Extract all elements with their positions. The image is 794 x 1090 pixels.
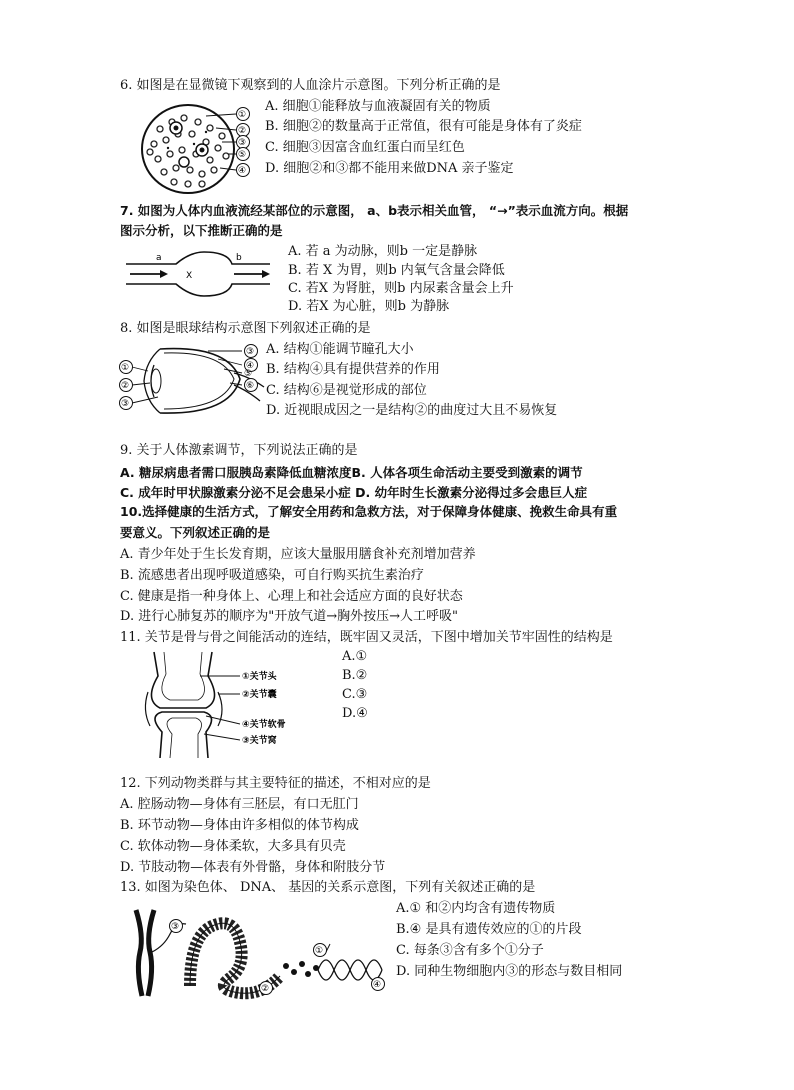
q8-label-3b: ③ bbox=[121, 399, 130, 409]
q11-label-head: ①关节头 bbox=[242, 672, 277, 682]
q13-option-b[interactable]: B.④ 是具有遗传效应的①的片段 bbox=[396, 922, 582, 937]
q9-options-line2[interactable]: C. 成年时甲状腺激素分泌不足会患呆小症 D. 幼年时生长激素分泌得过多会患巨人症 bbox=[120, 485, 588, 500]
q11-label-socket: ③关节窝 bbox=[242, 736, 277, 746]
q7-stem-line1: 7. 如图为人体内血液流经某部位的示意图， a、b表示相关血管， “→”表示血流方向。根据 bbox=[120, 203, 629, 218]
q8-option-b[interactable]: B. 结构④具有提供营养的作用 bbox=[266, 362, 440, 377]
q11-option-d[interactable]: D.④ bbox=[342, 706, 368, 721]
q6-blood-smear-figure bbox=[140, 104, 260, 196]
q10-option-d[interactable]: D. 进行心肺复苏的顺序为"开放气道→胸外按压→人工呼吸" bbox=[120, 609, 458, 624]
q9-stem: 9. 关于人体激素调节，下列说法正确的是 bbox=[120, 443, 358, 458]
q6-label-2: ② bbox=[238, 126, 247, 136]
q13-label-3: ③ bbox=[171, 922, 180, 932]
q7-option-c[interactable]: C. 若X 为肾脏，则b 内尿素含量会上升 bbox=[288, 281, 514, 296]
q10-option-c[interactable]: C. 健康是指一种身体上、心理上和社会适应方面的良好状态 bbox=[120, 589, 463, 604]
q10-stem-line2: 要意义。下列叙述正确的是 bbox=[120, 525, 271, 540]
q7-blood-flow-figure bbox=[124, 250, 274, 298]
q10-stem-line1: 10.选择健康的生活方式，了解安全用药和急救方法，对于保障身体健康、挽救生命具有重 bbox=[120, 504, 618, 519]
q12-option-c[interactable]: C. 软体动物—身体柔软，大多具有贝壳 bbox=[120, 839, 346, 854]
q8-label-4: ④ bbox=[246, 361, 255, 371]
q11-joint-figure bbox=[130, 652, 310, 758]
q11-option-b[interactable]: B.② bbox=[342, 668, 368, 683]
q6-option-b[interactable]: B. 细胞②的数量高于正常值，很有可能是身体有了炎症 bbox=[265, 119, 582, 134]
q12-option-b[interactable]: B. 环节动物—身体由许多相似的体节构成 bbox=[120, 818, 359, 833]
q8-stem: 8. 如图是眼球结构示意图下列叙述正确的是 bbox=[120, 321, 371, 336]
q7-label-b: b bbox=[236, 253, 242, 263]
q8-label-6: ⑥ bbox=[246, 381, 255, 391]
q7-label-x: X bbox=[186, 271, 193, 281]
q7-option-a[interactable]: A. 若 a 为动脉，则b 一定是静脉 bbox=[288, 244, 478, 259]
q10-option-b[interactable]: B. 流感患者出现呼吸道感染，可自行购买抗生素治疗 bbox=[120, 568, 424, 583]
q11-option-c[interactable]: C.③ bbox=[342, 687, 368, 702]
q6-option-a[interactable]: A. 细胞①能释放与血液凝固有关的物质 bbox=[265, 99, 491, 114]
q6-option-d[interactable]: D. 细胞②和③都不能用来做DNA 亲子鉴定 bbox=[265, 161, 514, 176]
q12-stem: 12. 下列动物类群与其主要特征的描述，不相对应的是 bbox=[120, 776, 431, 791]
q13-label-2: ② bbox=[261, 984, 270, 994]
q6-stem: 6. 如图是在显微镜下观察到的人血涂片示意图。下列分析正确的是 bbox=[120, 78, 501, 93]
q11-label-cartilage: ④关节软骨 bbox=[242, 720, 286, 730]
q8-label-3a: ③ bbox=[246, 347, 255, 357]
q9-options-line1[interactable]: A. 糖尿病患者需口服胰岛素降低血糖浓度B. 人体各项生命活动主要受到激素的调节 bbox=[120, 465, 583, 480]
q6-label-5: ⑤ bbox=[238, 150, 247, 160]
q8-eyeball-figure bbox=[118, 343, 264, 419]
q13-stem: 13. 如图为染色体、 DNA、 基因的关系示意图，下列有关叙述正确的是 bbox=[120, 880, 536, 895]
q11-stem: 11. 关节是骨与骨之间能活动的连结，既牢固又灵活，下图中增加关节牢固性的结构是 bbox=[120, 630, 613, 645]
q8-label-2: ② bbox=[121, 381, 130, 391]
q12-option-a[interactable]: A. 腔肠动物—身体有三胚层，有口无肛门 bbox=[120, 797, 359, 812]
q12-option-d[interactable]: D. 节肢动物—体表有外骨骼，身体和附肢分节 bbox=[120, 860, 386, 875]
q6-option-c[interactable]: C. 细胞③因富含血红蛋白而呈红色 bbox=[265, 140, 465, 155]
q8-option-d[interactable]: D. 近视眼成因之一是结构②的曲度过大且不易恢复 bbox=[266, 403, 558, 418]
q13-chromosome-dna-figure bbox=[130, 906, 390, 1000]
q6-label-1: ① bbox=[238, 110, 247, 120]
q13-option-d[interactable]: D. 同种生物细胞内③的形态与数目相同 bbox=[396, 964, 623, 979]
q7-stem-line2: 图示分析，以下推断正确的是 bbox=[120, 223, 283, 238]
q8-option-c[interactable]: C. 结构⑥是视觉形成的部位 bbox=[266, 383, 427, 398]
q7-option-d[interactable]: D. 若X 为心脏，则b 为静脉 bbox=[288, 299, 450, 314]
q11-label-capsule: ②关节囊 bbox=[242, 690, 277, 700]
q8-label-1: ① bbox=[121, 363, 130, 373]
q13-label-4: ④ bbox=[373, 980, 382, 990]
q13-option-a[interactable]: A.① 和②内均含有遗传物质 bbox=[396, 901, 556, 916]
q8-option-a[interactable]: A. 结构①能调节瞳孔大小 bbox=[266, 342, 414, 357]
q13-label-1: ① bbox=[315, 946, 324, 956]
q7-option-b[interactable]: B. 若 X 为胃，则b 内氧气含量会降低 bbox=[288, 263, 505, 278]
q8-label-5: ⑤ bbox=[244, 369, 253, 379]
q10-option-a[interactable]: A. 青少年处于生长发育期，应该大量服用膳食补充剂增加营养 bbox=[120, 547, 476, 562]
q6-label-3: ③ bbox=[238, 138, 247, 148]
q13-option-c[interactable]: C. 每条③含有多个①分子 bbox=[396, 943, 544, 958]
q7-label-a: a bbox=[156, 253, 162, 263]
q11-option-a[interactable]: A.① bbox=[342, 649, 368, 664]
q6-label-4: ④ bbox=[238, 166, 247, 176]
